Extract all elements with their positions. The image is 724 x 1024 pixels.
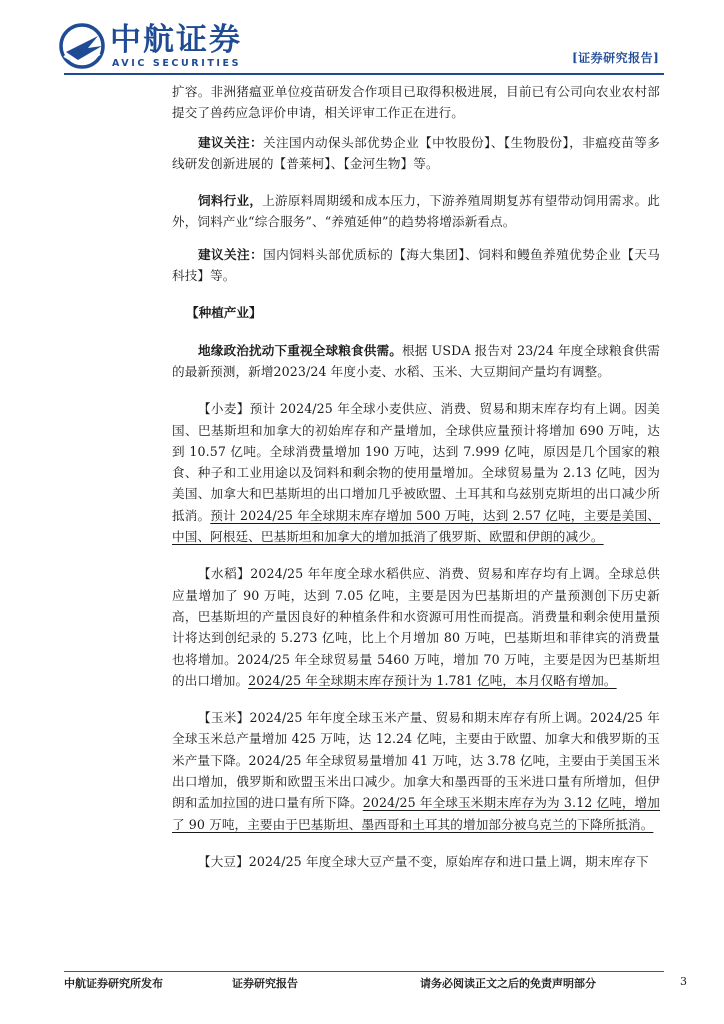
report-body (172, 81, 660, 872)
footer-report-type: 证券研究报告 (232, 977, 298, 990)
paragraph-animal-health-advice (172, 132, 660, 175)
paragraph-rice (172, 563, 660, 691)
corn-underlined: 2024/25 年全球玉米期末库存为为 3.12 亿吨，增加了 90 万吨，主要由于巴基斯坦、墨西哥和土耳其的增加部分被乌克兰的下降所抵消。 (172, 795, 660, 832)
advice-label: 建议关注： (198, 134, 264, 150)
page-number: 3 (680, 975, 687, 988)
paragraph-wheat (172, 398, 660, 547)
page-header (0, 0, 724, 80)
wheat-text: 预计 2024/25 年全球小麦供应、消费、贸易和期末库存均有上调。因美国、巴基斯坦和加拿大的初始库存和产量增加，全球供应量预计将增加 690 万吨，达到 10.57 亿吨。全球消费量增加 190 万吨，达到 7.999 亿吨，原因是几个国家的粮食、种子和工业用途以及饲料和剩余物的使用量增加。全球贸易量为 2.13 亿吨，因为美国、加拿大和巴基斯坦的出口增加几乎被欧盟、土耳其和乌兹别克斯坦的出口减少所抵消。 (172, 401, 660, 523)
soy-tag: 【大豆】 (198, 853, 249, 869)
avic-logo-icon (58, 22, 106, 70)
footer-divider (64, 971, 664, 972)
footer-publisher: 中航证券研究所发布 (64, 977, 163, 990)
paragraph-grain-overview (172, 340, 660, 383)
corn-tag: 【玉米】 (198, 710, 250, 726)
section-title-planting: 【种植产业】 (186, 305, 262, 321)
feed-text: 上游原料周期缓和成本压力，下游养殖周期复苏有望带动饲用需求。此外，饲料产业“综合服务”、“养殖延伸”的趋势将增添新看点。 (172, 193, 660, 230)
rice-underlined: 2024/25 年全球期末库存预计为 1.781 亿吨，本月仅略有增加。 (248, 672, 617, 688)
paragraph-soybean (172, 851, 660, 872)
rice-tag: 【水稻】 (198, 566, 251, 582)
header-divider (64, 73, 664, 75)
paragraph-feed-advice (172, 244, 660, 287)
paragraph-corn (172, 707, 660, 835)
wheat-underlined: 预计 2024/25 年全球期末库存增加 500 万吨，达到 2.57 亿吨，主要是美国、中国、阿根廷、巴基斯坦和加拿大的增加抵消了俄罗斯、欧盟和伊朗的减少。 (172, 507, 660, 545)
advice-text: 关注国内动保头部优势企业【中牧股份】、【生物股份】，非瘟疫苗等多线研发创新进展的【普莱柯】、【金河生物】等。 (172, 134, 660, 171)
rice-text: 2024/25 年年度全球水稻供应、消费、贸易和库存均有上调。全球总供应量增加了 90 万吨，达到 7.05 亿吨，主要是因为巴基斯坦的产量预测创下历史新高，巴基斯坦的产量因良好的种植条件和水资源可用性而提高。消费量和剩余使用量预计将达到创纪录的 5.273 亿吨，比上个月增加 80 万吨，巴基斯坦和菲律宾的消费量也将增加。2024/25 年全球贸易量 5460 万吨，增加 70 万吨，主要是因为巴基斯坦的出口增加。 (172, 566, 660, 688)
logo-chinese-name: 中航证券 (110, 22, 242, 58)
soy-text: 2024/25 年度全球大豆产量不变，原始库存和进口量上调，期末库存下 (248, 853, 649, 869)
report-type-tag: [证券研究报告] (572, 51, 660, 65)
advice-label: 建议关注： (198, 246, 264, 262)
paragraph-feed-industry (172, 190, 660, 233)
grain-text: 根据 USDA 报告对 23/24 年度全球粮食供需的最新预测，新增2023/24 年度小麦、水稻、玉米、大豆期间产量均有调整。 (172, 342, 660, 379)
footer-disclaimer: 请务必阅读正文之后的免责声明部分 (420, 977, 596, 990)
wheat-tag: 【小麦】 (198, 401, 250, 417)
paragraph-vaccine: 扩容。非洲猪瘟亚单位疫苗研发合作项目已取得积极进展，目前已有公司向农业农村部提交了兽药应急评价申请，相关评审工作正在进行。 (172, 84, 660, 121)
feed-lead: 饲料行业， (198, 193, 263, 209)
grain-lead: 地缘政治扰动下重视全球粮食供需。 (198, 342, 403, 358)
corn-text: 2024/25 年年度全球玉米产量、贸易和期末库存有所上调。2024/25 年全球玉米总产量增加 425 万吨，达 12.24 亿吨，主要由于欧盟、加拿大和俄罗斯的玉米产量下降。2024/25 年全球贸易量增加 41 万吨，达 3.78 亿吨，主要由于美国玉米出口增加，俄罗斯和欧盟玉米出口减少。加拿大和墨西哥的玉米进口量有所增加，但伊朗和孟加拉国的进口量有所下降。 (172, 710, 660, 811)
logo-english-name: AVIC SECURITIES (112, 58, 242, 69)
advice-text: 国内饲料头部优质标的【海大集团】、饲料和鳗鱼养殖优势企业【天马科技】等。 (172, 246, 660, 284)
